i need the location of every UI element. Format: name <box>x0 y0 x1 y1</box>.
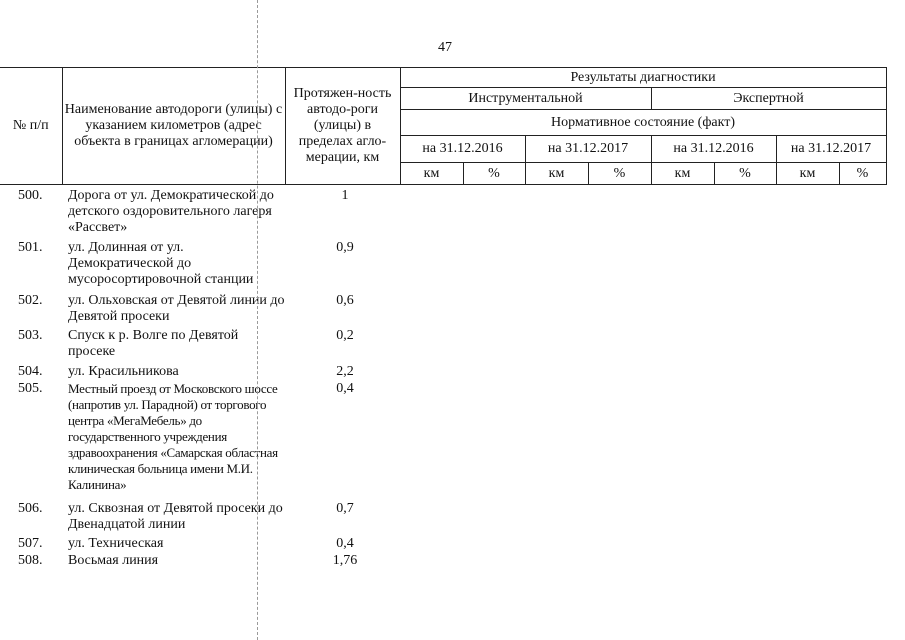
header-diagnostics-results: Результаты диагностики <box>400 68 886 88</box>
road-name: Местный проезд от Московского шоссе (напротив ул. Парадной) от торгового центра «МегаМебель» до государственного учреждения здравоохранения «Самарская областная клиническая больница имени М.И. Калинина» <box>68 381 278 492</box>
header-date-instrumental-2016: на 31.12.2016 <box>400 136 525 163</box>
header-unit-percent: % <box>839 163 886 185</box>
road-name: ул. Долинная от ул. Демократической до мусоросортировочной станции <box>68 240 254 287</box>
row-number: 507. <box>18 536 43 551</box>
diagnostics-table-header <box>0 67 887 185</box>
page-number: 47 <box>438 40 452 55</box>
header-date-expert-2016: на 31.12.2016 <box>651 136 776 163</box>
road-length: 2,2 <box>336 364 354 379</box>
road-length: 0,7 <box>336 501 354 516</box>
road-length: 0,2 <box>336 328 354 343</box>
road-length: 0,9 <box>336 240 354 255</box>
header-unit-km: км <box>776 163 839 185</box>
row-number: 506. <box>18 501 43 516</box>
header-unit-percent: % <box>714 163 776 185</box>
header-unit-km: км <box>651 163 714 185</box>
header-date-instrumental-2017: на 31.12.2017 <box>525 136 651 163</box>
header-unit-percent: % <box>463 163 525 185</box>
row-number: 504. <box>18 364 43 379</box>
road-name: Спуск к р. Волге по Девятой просеке <box>68 328 239 359</box>
header-col-road-name: Наименование автодороги (улицы) с указанием километров (адрес объекта в границах агломерации) <box>62 68 285 185</box>
road-name: Дорога от ул. Демократической до детского оздоровительного лагеря «Рассвет» <box>68 188 274 235</box>
road-name: Восьмая линия <box>68 553 159 568</box>
header-unit-percent: % <box>588 163 651 185</box>
road-length: 0,6 <box>336 293 354 308</box>
road-name: ул. Красильникова <box>68 364 179 379</box>
road-name: ул. Сквозная от Девятой просеки до Двенадцатой линии <box>68 501 283 532</box>
row-number: 503. <box>18 328 43 343</box>
row-number: 508. <box>18 553 43 568</box>
road-name: ул. Ольховская от Девятой линии до Девятой просеки <box>68 293 285 324</box>
header-normative-state: Нормативное состояние (факт) <box>400 110 886 136</box>
header-date-expert-2017: на 31.12.2017 <box>776 136 886 163</box>
header-instrumental: Инструментальной <box>400 88 651 110</box>
header-col-length: Протяжен-ность автодо-роги (улицы) в пределах агло-мерации, км <box>285 68 400 185</box>
road-length: 0,4 <box>336 381 354 396</box>
road-length: 1 <box>341 188 349 203</box>
row-number: 500. <box>18 188 43 203</box>
header-expert: Экспертной <box>651 88 886 110</box>
road-name: ул. Техническая <box>68 536 164 551</box>
row-number: 501. <box>18 240 43 255</box>
row-number: 502. <box>18 293 43 308</box>
header-col-number: № п/п <box>0 68 62 185</box>
road-length: 0,4 <box>336 536 354 551</box>
header-unit-km: км <box>400 163 463 185</box>
scan-fold-line <box>257 0 258 640</box>
road-length: 1,76 <box>332 553 358 568</box>
header-unit-km: км <box>525 163 588 185</box>
row-number: 505. <box>18 381 43 396</box>
